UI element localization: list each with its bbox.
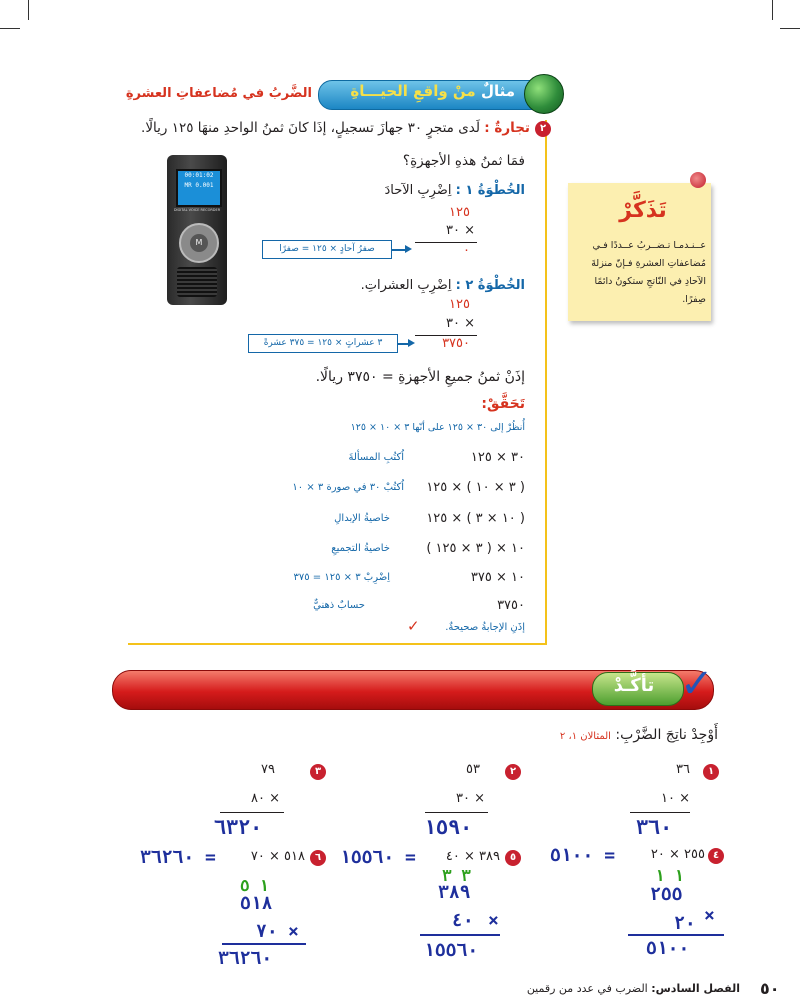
example-divider-vertical (545, 120, 547, 645)
exercise-2-top: ٥٣ (466, 762, 480, 777)
exercise-2-multiplier: × ٣٠ (456, 791, 485, 806)
step1-note-box: صفرُ آحادٍ × ١٢٥ = صفرًا (262, 240, 392, 259)
exercise-1-number: ١ (703, 764, 719, 780)
crop-mark (780, 28, 800, 29)
banner-title: مثالٌ منْ واقعِ الحيـــاةِ (350, 82, 515, 100)
exercise-4-work-mult: ٢٠ (674, 913, 696, 934)
check-row-2-reason: اُكتُبْ ٣٠ في صورة ٣ × ١٠ (292, 482, 404, 493)
check-row-4-expr: ١٠ × ( ٣ × ١٢٥ ) (426, 541, 525, 556)
exercise-4-work-top: ٢٥٥ (650, 884, 683, 905)
exercise-6-number: ٦ (310, 850, 326, 866)
check-row-5-expr: ١٠ × ٣٧٥ (470, 570, 525, 585)
step1-multiplier: × ٣٠ (446, 223, 475, 238)
check-row-1-reason: اُكتُبِ المسألةَ (348, 452, 404, 463)
problem-statement (110, 120, 530, 136)
step1-result: ٠ (463, 243, 470, 258)
exercise-6-answer: = ٣٦٢٦٠ (140, 847, 216, 868)
exercise-3-top: ٧٩ (261, 762, 275, 777)
checkmark-icon: ✓ (407, 617, 420, 635)
exercise-4-answer: = ٥١٠٠ (550, 845, 616, 866)
exercise-4-problem: ٢٥٥ × ٢٠ (650, 847, 705, 862)
step1-multiplicand: ١٢٥ (449, 205, 470, 220)
voice-recorder-image (167, 155, 227, 305)
exercise-5-number: ٥ (505, 850, 521, 866)
exercise-5-work-mult: ٤٠ (452, 910, 474, 931)
check-intro: أُنظُرْ إلى ٣٠ × ١٢٥ على أنّها ٣ × ١٠ × ١٢٥ (350, 422, 525, 433)
check-row-5-reason: اِضْرِبْ ٣ × ١٢٥ = ٣٧٥ (293, 572, 390, 583)
check-row-4-reason: خاصيةُ التجميعِ (331, 543, 390, 554)
exercise-4-work-rule (628, 934, 724, 936)
crop-mark (772, 0, 773, 20)
exercise-6-work-mult: ٧٠ (256, 921, 278, 942)
exercise-5-problem: ٣٨٩ × ٤٠ (445, 849, 500, 864)
exercise-5-answer: = ١٥٥٦٠ (340, 847, 416, 868)
exercise-5-work-result: ١٥٥٦٠ (424, 940, 479, 961)
exercise-6-work-top: ٥١٨ (240, 893, 273, 914)
exercise-3-multiplier: × ٨٠ (251, 791, 280, 806)
lesson-subtitle: الضَّربُ في مُضاعفاتِ العشرةِ (125, 86, 312, 101)
step2-arrowhead (408, 339, 415, 347)
check-title: تَحَقَّقْ: (481, 396, 525, 412)
exercise-1-rule (630, 812, 690, 813)
exercise-6-work-rule (222, 943, 306, 945)
recorder-center-button: M (190, 234, 208, 252)
exercise-5-carry: ٣ ٣ (442, 866, 471, 885)
remember-title: تَذَكَّرْ (619, 198, 667, 223)
exercise-3-rule (220, 812, 284, 813)
check-row-6-reason: حسابٌ ذهنيٌّ (313, 600, 365, 611)
check-row-6-expr: ٣٧٥٠ (497, 598, 525, 613)
check-row-1-expr: ٣٠ × ١٢٥ (470, 450, 525, 465)
remember-line-3: الآحادِ في النّاتجِ ستكونُ دائمًا (594, 276, 706, 287)
step2-multiplier: × ٣٠ (446, 316, 475, 331)
exercise-4-number: ٤ (708, 848, 724, 864)
exercise-5-x-sign: × (488, 910, 499, 931)
crop-mark (0, 28, 20, 29)
exercise-2-rule (425, 812, 488, 813)
exercise-6-problem: ٥١٨ × ٧٠ (250, 849, 305, 864)
conclusion: إذَنْ ثمنُ جميعِ الأجهزةِ = ٣٧٥٠ ريالًا. (315, 369, 525, 385)
exercise-4-carry: ١ ١ (655, 866, 684, 885)
step2-result: ٣٧٥٠ (442, 336, 470, 351)
remember-line-2: مُضاعفاتِ العشرةِ فـإنّ منزلةَ (591, 258, 706, 269)
step1-heading: الخُطْوَةُ ١ : اِضْرِبِ الآحادَ (384, 183, 525, 198)
problem-question: فمَا ثمنُ هذهِ الأجهزةِ؟ (402, 153, 525, 169)
check-final: إذَنِ الإجابةُ صحيحةٌ. (445, 622, 525, 633)
exercise-4-x-sign: × (704, 905, 715, 926)
recorder-speaker-grille (177, 267, 217, 297)
exercise-4-work-result: ٥١٠٠ (646, 938, 690, 959)
exercise-6-x-sign: × (288, 921, 299, 942)
check-row-3-expr: ( ١٠ × ٣ ) × ١٢٥ (426, 511, 525, 526)
check-row-2-expr: ( ٣ × ١٠ ) × ١٢٥ (426, 480, 525, 495)
page-number: ٥٠ (760, 979, 780, 998)
check-row-3-reason: خاصيةُ الإبدالِ (334, 513, 390, 524)
exercise-3-number: ٣ (310, 764, 326, 780)
footer-chapter: الفصل السادس: الضرب في عدد من رقمين (526, 982, 740, 995)
step2-heading: الخُطْوَةُ ٢ : اِضْرِبِ العشراتِ. (360, 278, 525, 293)
crop-mark (28, 0, 29, 20)
recorder-brand: DIGITAL VOICE RECORDER (173, 208, 221, 212)
step2-multiplicand: ١٢٥ (449, 297, 470, 312)
example-divider-horizontal (128, 643, 547, 645)
check-icon: ✓ (680, 661, 714, 707)
remember-line-4: صِفرًا. (682, 294, 706, 305)
step2-note-box: ٣ عشراتٍ × ١٢٥ = ٣٧٥ عشرةً (248, 334, 398, 353)
exercise-6-carry: ١ ٥ (240, 876, 269, 895)
exercise-6-work-result: ٣٦٢٦٠ (218, 948, 273, 969)
exercise-1-multiplier: × ١٠ (661, 791, 690, 806)
exercise-5-work-rule (420, 934, 500, 936)
step1-arrowhead (405, 245, 412, 253)
exercise-3-answer: ٦٣٢٠ (214, 815, 263, 839)
exercise-instruction: أَوْجِدْ ناتِجَ الضَّرْبِ: المثالان ١، ٢ (559, 727, 718, 743)
pushpin-icon (690, 172, 706, 188)
recorder-dial (179, 223, 219, 263)
globe-icon (524, 74, 564, 114)
exercise-2-number: ٢ (505, 764, 521, 780)
step1-arrow (392, 249, 406, 251)
problem-keyword: تجارةٌ : (484, 120, 530, 136)
exercise-1-top: ٣٦ (676, 762, 690, 777)
remember-line-1: عــنـدمـا تـضــربُ عــددًا فـي (592, 240, 706, 251)
recorder-screen: 00:01:02 MR 0.001 (176, 169, 222, 207)
exercise-1-answer: ٣٦٠ (636, 815, 673, 839)
problem-text: لَدى متجرٍ ٣٠ جهازَ تسجيلٍ، إذَا كانَ ثمنُ الواحدِ منهَا ١٢٥ ريالًا. (141, 120, 480, 136)
exercise-2-answer: ١٥٩٠ (424, 815, 473, 839)
exercise-5-work-top: ٣٨٩ (438, 882, 471, 903)
confirm-title: تأكَّـدْ (613, 675, 655, 696)
example-number: ٢ (535, 121, 551, 137)
